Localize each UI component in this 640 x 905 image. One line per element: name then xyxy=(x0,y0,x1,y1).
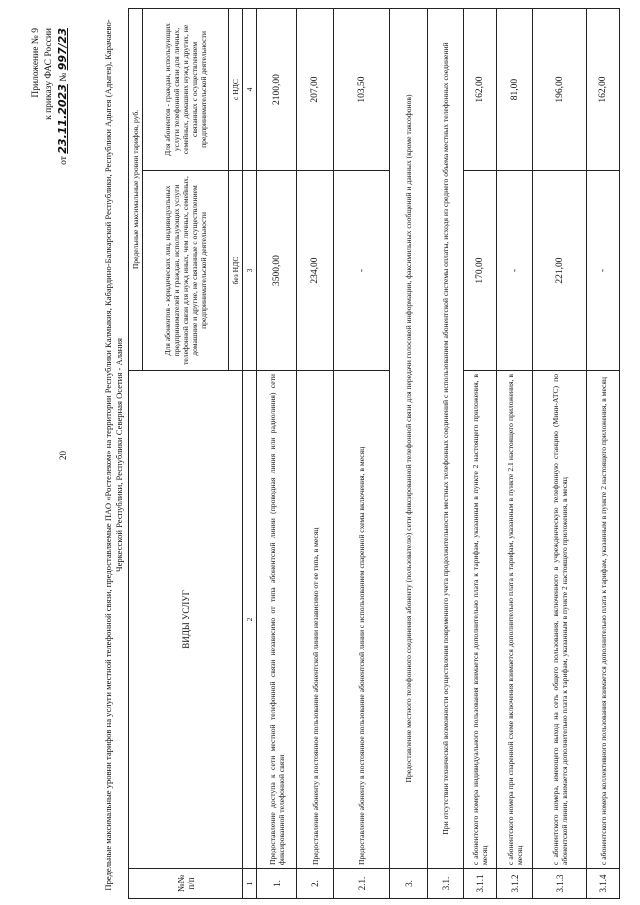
header-citizen-vat: с НДС xyxy=(229,9,243,171)
row-number: 3.1.2 xyxy=(497,869,533,899)
row-legal-value: 3500,00 xyxy=(257,171,297,371)
header-number: №№ п/п xyxy=(129,869,243,899)
appendix-order-number: 997/23 xyxy=(55,28,69,71)
header-legal-entities: Для абонентов - юридических лиц, индивидуальных предпринимателей и граждан, использующих услуги телефонной связи для нужд иных, чем личных, семейных, домашние и другие, не связанные с осуществлением предпринимательской деятельности xyxy=(143,171,229,371)
row-service: с абонентского номера при спаренной схеме включения взимается дополнительно плата к тарифам, указанным в пункте 2.1 настоящего приложения, в месяц xyxy=(497,371,533,869)
row-citizen-value: 196,00 xyxy=(533,9,587,171)
header-tariff-levels: Предельные максимальные уровни тарифов, руб. xyxy=(129,9,143,371)
row-citizen-value: 2100,00 xyxy=(257,9,297,171)
row-number: 3.1.3 xyxy=(533,869,587,899)
index-cell: 2 xyxy=(243,371,257,869)
appendix-number: Приложение № 9 xyxy=(31,28,41,98)
table-row xyxy=(334,9,390,899)
table-row xyxy=(257,9,297,899)
row-number: 3.1.4 xyxy=(587,869,620,899)
appendix-date-line xyxy=(56,28,71,165)
header-services: ВИДЫ УСЛУГ xyxy=(129,371,243,869)
row-number: 1. xyxy=(257,869,297,899)
table-row xyxy=(587,9,620,899)
appendix-date: 23.11.2023 xyxy=(55,84,69,154)
document-title: Предельные максимальные уровни тарифов на услуги местной телефонной связи, предоставляемые ПАО «Ростелеком» на территории Республики Калмыкия, Кабардино-Балкарской Республики, Республики Адыгея (Адыгея), Карачаево-Черкесской Республики, Республики Северная Осетия - Алания xyxy=(103,19,125,891)
table-row xyxy=(390,9,428,899)
row-citizen-value: 207,00 xyxy=(297,9,334,171)
row-number: 3.1. xyxy=(428,869,464,899)
table-row xyxy=(497,9,533,899)
row-service-section: При отсутствии технической возможности осуществления повременного учета продолжительности местных телефонных соединений с использованием абонентской системы оплаты, исходя из среднего объема местных телефонных соединений xyxy=(428,9,464,869)
appendix-block xyxy=(30,28,70,165)
tariff-table xyxy=(128,8,620,899)
row-service: Предоставление абоненту в постоянное пользование абонентской линии независимо от ее типа, в месяц xyxy=(297,371,334,869)
page-number: 20 xyxy=(58,451,68,460)
row-service: с абонентского номера коллективного пользования взимается дополнительно плата к тарифам, указанным в пункте 2 настоящего приложения, в месяц xyxy=(587,371,620,869)
table-row xyxy=(533,9,587,899)
row-service: с абонентского номера, имеющего выход на сеть общего пользования, включенного в учрежденческую телефонную станцию (Мини-АТС) по абонентской линии, взимается дополнительно плата к тарифам, указанным в пункте 2 настоящего приложения, в месяц xyxy=(533,371,587,869)
appendix-no-label: № xyxy=(58,72,69,82)
row-legal-value: - xyxy=(334,171,390,371)
table-row xyxy=(428,9,464,899)
appendix-date-prefix: от xyxy=(58,156,69,165)
table-row xyxy=(464,9,497,899)
row-citizen-value: 81,00 xyxy=(497,9,533,171)
row-citizen-value: 162,00 xyxy=(464,9,497,171)
row-legal-value: 221,00 xyxy=(533,171,587,371)
row-number: 3.1.1 xyxy=(464,869,497,899)
row-service: с абонентского номера индивидуального пользования взимается дополнительно плата к тарифам, указанным в пункте 2 настоящего приложения, в месяц xyxy=(464,371,497,869)
row-service: Предоставление абоненту в постоянное пользование абонентской линии с использованием спаренной схемы включения, в месяц xyxy=(334,371,390,869)
row-legal-value: - xyxy=(497,171,533,371)
row-legal-value: 170,00 xyxy=(464,171,497,371)
row-citizen-value: 162,00 xyxy=(587,9,620,171)
index-cell: 4 xyxy=(243,9,257,171)
index-cell: 3 xyxy=(243,171,257,371)
appendix-order: к приказу ФАС России xyxy=(43,28,54,120)
row-number: 2. xyxy=(297,869,334,899)
row-legal-value: 234,00 xyxy=(297,171,334,371)
header-legal-vat: без НДС xyxy=(229,171,243,371)
table-row xyxy=(297,9,334,899)
row-citizen-value: 103,50 xyxy=(334,9,390,171)
row-number: 2.1. xyxy=(334,869,390,899)
index-cell: 1 xyxy=(243,869,257,899)
row-legal-value: - xyxy=(587,171,620,371)
row-service-section: Предоставление местного телефонного соединения абоненту (пользователю) сети фиксированной телефонной связи для передачи голосовой информации, факсимильных сообщений и данных (кроме таксофонов) xyxy=(390,9,428,869)
row-service: Предоставление доступа к сети местной телефонной связи независимо от типа абонентской линии (проводная линия или радиолиния) сети фиксированной телефонной связи xyxy=(257,371,297,869)
header-citizens: Для абонентов - граждан, использующих услуги телефонной связи для личных, семейных, домашних нужд и других, не связанных с осуществлением предпринимательской деятельности xyxy=(143,9,229,171)
row-number: 3. xyxy=(390,869,428,899)
